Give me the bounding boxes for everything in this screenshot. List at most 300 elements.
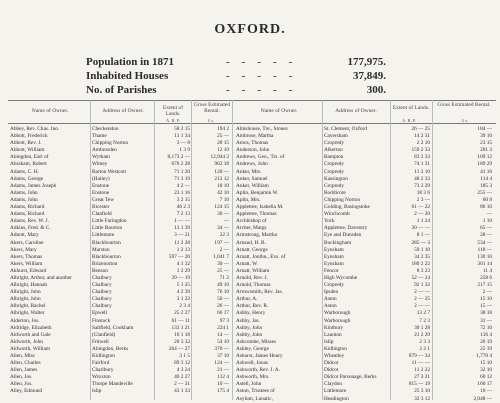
land-extent: 71 3 19: [174, 175, 190, 182]
owner-name: Ashby, Henry: [236, 310, 266, 317]
owner-name: Alley, Edmund: [10, 388, 43, 395]
gross-rental: 109 12: [477, 154, 492, 161]
owner-name: Albright, Walter: [10, 310, 45, 317]
owner-name: Ashley, George: [236, 345, 269, 352]
land-extent: 92 1 32: [414, 282, 430, 289]
owner-name: Abbott, Frederick: [10, 133, 48, 140]
gross-rental: 160 17: [477, 381, 492, 388]
owner-address: Blackbourton: [92, 239, 121, 246]
owner-name: Akers, Caroline: [10, 239, 44, 246]
land-extent: 676 2 28: [171, 161, 190, 168]
owner-address: (Clanfield): [92, 331, 116, 338]
land-extent: 11 2 10: [414, 168, 430, 175]
owner-address: Boddicote: [324, 189, 346, 196]
owner-name: Abbott, Rev. J.: [10, 140, 42, 147]
land-extent: 3 1 5: [179, 353, 190, 359]
land-extent: 8 3 23: [416, 267, 430, 274]
owner-address: Kassington: [324, 175, 348, 182]
land-extent: 14 2 31: [414, 133, 430, 140]
owner-name: Allen, Jos.: [10, 381, 33, 388]
gross-rental: 130 10: [477, 253, 492, 260]
land-extent: 59 1 10: [414, 246, 430, 253]
land-extent: 2 — —: [414, 303, 430, 310]
header-owner-right: Name of Owner.: [260, 108, 298, 114]
owner-name: Albright, John: [10, 289, 41, 296]
table-row: [0, 176, 500, 183]
owner-address: Islip: [324, 338, 334, 345]
owner-address: Cropredy: [324, 140, 345, 147]
owner-address: Marston: [92, 246, 110, 253]
owner-name: Adnutt, Mary: [10, 232, 39, 239]
land-extent: 264 — 27: [168, 345, 190, 352]
gross-rental: 120 —: [214, 168, 229, 175]
gross-rental: 37 10: [217, 353, 229, 359]
owner-name: Amos, Thomas: [236, 140, 269, 147]
owner-address: Appletree, Daventry: [324, 225, 368, 232]
rental-units-right: £ s.: [462, 118, 469, 123]
land-extent: 39 — 19: [171, 274, 190, 281]
owner-address: Ipsden: [324, 289, 339, 296]
table-row: [0, 240, 500, 247]
land-extent: 58 2 15: [174, 126, 190, 132]
owner-name: Ashwell, Jonas: [236, 360, 269, 367]
gross-rental: 97 3: [219, 317, 229, 324]
table-row: [0, 232, 500, 239]
owner-address: Clanfield: [92, 211, 112, 218]
owner-name: Arthur, A.: [236, 296, 258, 303]
table-row: [0, 332, 500, 339]
gross-rental: 10 —: [480, 388, 492, 395]
owner-name: Adams, Richard: [10, 204, 45, 211]
owner-name: Arnold, Thomas: [236, 282, 271, 289]
land-extent: 879 — 34: [408, 353, 430, 359]
owner-name: Adams, John: [10, 189, 38, 196]
gross-rental: 25 —: [217, 267, 229, 274]
land-extent: 20 3 32: [174, 338, 190, 345]
owner-address: Eynsham: [324, 246, 344, 253]
land-extent: 52 — 24: [411, 274, 430, 281]
table-row: [0, 247, 500, 254]
land-extent: 30 — —: [411, 225, 430, 232]
gross-rental: —: [223, 218, 229, 225]
gross-rental: 194 2: [217, 126, 229, 132]
table-row: [0, 268, 500, 275]
owner-name: Aldworth and Gale: [10, 331, 51, 338]
owner-name: Adams, Richard: [10, 211, 45, 218]
gross-rental: 25 —: [217, 133, 229, 140]
table-row: [0, 254, 500, 261]
gross-rental: 1,770 4: [476, 353, 492, 359]
gross-rental: 23 15: [480, 140, 492, 147]
land-extent: 25 2 27: [174, 310, 190, 317]
gross-rental: 65 —: [480, 225, 492, 232]
owner-name: Abraham, Robert: [10, 161, 47, 168]
table-row: [0, 154, 500, 161]
owner-address: Charlbury: [92, 367, 114, 374]
owner-address: Wytham: [92, 154, 110, 161]
land-extent: 25 3 10: [414, 388, 430, 395]
owner-name: Ashby, John: [236, 324, 263, 331]
land-extent: 48 2 33: [414, 175, 430, 182]
owner-name: Albright, Hannah: [10, 282, 48, 289]
gross-rental: 258 6: [480, 274, 492, 281]
owner-address: Witney: [92, 161, 108, 168]
table-header: [0, 100, 500, 122]
land-extent: 21 2 29: [414, 331, 430, 338]
owner-name: Almshouse, Tre., Stones: [236, 126, 288, 132]
land-extent: 18 3 6: [416, 189, 430, 196]
owner-name: Akers, Mary: [10, 246, 37, 253]
owner-name: Astell, John: [236, 381, 262, 388]
owner-name: Arnatt, William: [236, 267, 270, 274]
owner-name: Alderton, Jos.: [10, 317, 40, 324]
owner-address: Caversham: [324, 133, 348, 140]
land-extent: 159 2 33: [411, 147, 430, 154]
owner-address: Wheatley: [324, 353, 345, 359]
land-extent: 74 1 31: [414, 161, 430, 168]
stat-label: Population in 1871: [86, 56, 175, 68]
land-extent: 3 — 21: [174, 232, 190, 239]
land-extent: 7 2 3: [419, 317, 430, 324]
extent-units-right: A. R. P.: [402, 118, 416, 123]
gross-rental: 54 10: [217, 338, 229, 345]
land-extent: 11 2 22: [414, 367, 430, 374]
owner-address: Barton Westcott: [92, 168, 127, 175]
owner-name: Adams, Rev. W. J.: [10, 218, 49, 225]
gross-rental: 189 29: [477, 161, 492, 168]
stat-label: Inhabited Houses: [86, 70, 169, 82]
land-extent: 2 — 25: [414, 296, 430, 303]
gross-rental: 20 19: [480, 338, 492, 345]
owner-address: Cropredy: [324, 161, 345, 168]
owner-address: Chalbury: [92, 289, 112, 296]
owner-address: Fritwell: [92, 338, 109, 345]
owner-address: Golding, Basingstoke: [324, 204, 370, 211]
gross-rental: 114 4: [480, 175, 492, 182]
owner-address: York: [324, 218, 335, 225]
land-extent: 89 3 12: [174, 360, 190, 367]
owner-address: Didcot Parsonage, Berks: [324, 374, 377, 381]
land-extent: 1 2 29: [176, 267, 190, 274]
table-row: [0, 353, 500, 360]
owner-address: Kidlington: [324, 345, 347, 352]
owner-address: Cropredy: [324, 182, 345, 189]
land-extent: 7 2 13: [176, 211, 190, 218]
owner-name: Arnatt, W.: [236, 260, 258, 267]
gross-rental: 10 10: [217, 182, 229, 189]
table-row: [0, 310, 500, 317]
owner-address: Littlemore: [92, 232, 115, 239]
stat-parishes: No. of Parishes ----- 300.: [86, 84, 386, 96]
land-extent: 2 2 10: [416, 140, 430, 147]
gross-rental: 15 10: [480, 360, 492, 367]
gross-rental: 7 10: [219, 196, 229, 203]
gross-rental: 2 —: [219, 246, 229, 253]
land-extent: 4 1 32: [176, 260, 190, 267]
owner-address: High Wycombe: [324, 274, 358, 281]
table-row: [0, 360, 500, 367]
owner-name: Archbishop of: [236, 218, 267, 225]
owner-name: Ashby, Jas.: [236, 317, 260, 324]
land-extent: 34 2 35: [414, 253, 430, 260]
land-extent: 133 1 21: [171, 324, 190, 331]
land-extent: 3 1 22: [176, 296, 190, 303]
owner-name: Anker, Samuel: [236, 175, 268, 182]
land-extent: 26 — 25: [411, 126, 430, 132]
land-extent: 1 3 9: [179, 147, 190, 154]
table-row: [0, 211, 500, 218]
county-title: OXFORD.: [214, 22, 286, 37]
owner-name: Arrowsmith, Rev. Jas.: [236, 289, 283, 296]
table-row: [0, 388, 500, 395]
owner-name: Akers, William: [10, 260, 43, 267]
gross-rental: 370 —: [214, 345, 229, 352]
owner-name: Andrews, John: [236, 161, 268, 168]
gross-rental: 255 —: [477, 189, 492, 196]
owner-address: Enstone: [92, 189, 110, 196]
owner-name: Arnold, Rev. J.: [236, 274, 268, 281]
header-address: Address of Owner.: [102, 108, 144, 114]
owner-address: Cropredy: [324, 282, 345, 289]
gross-rental: —: [486, 211, 492, 218]
gross-rental: 21 —: [217, 367, 229, 374]
owner-address: Enstone: [92, 182, 110, 189]
gross-rental: 72 10: [480, 324, 492, 331]
table-row: [0, 374, 500, 381]
gross-rental: 22 3: [219, 232, 229, 239]
owner-address: Launton: [324, 331, 342, 338]
land-extent: 180 2 22: [411, 260, 430, 267]
owner-name: Anker, Mrs.: [236, 168, 262, 175]
header-extent-right: Extent of Lands.: [392, 105, 430, 111]
owner-address: Little Faringdon: [92, 218, 127, 225]
owner-address: Saltfield, Cookham: [92, 324, 134, 331]
land-extent: 8,173 2 —: [167, 154, 190, 161]
owner-name: Archer, Margt.: [236, 225, 268, 232]
stat-label: No. of Parishes: [86, 84, 157, 96]
table-header-rule: [8, 123, 496, 124]
table-row: [0, 275, 500, 282]
owner-name: Akhurst, Edward: [10, 267, 47, 274]
land-extent: 5 1 25: [176, 282, 190, 289]
table-row: [0, 367, 500, 374]
gross-rental: 38 18: [480, 310, 492, 317]
owner-address: Checkendon: [92, 126, 119, 132]
owner-name: Abbott, William: [10, 147, 45, 154]
owner-name: Abingdon, Earl of: [10, 154, 49, 161]
owner-address: Aston: [324, 296, 337, 303]
gross-rental: 50 —: [217, 296, 229, 303]
owner-address: Claydon: [324, 381, 342, 388]
table-row: [0, 339, 500, 346]
gross-rental: 26 —: [217, 303, 229, 310]
owner-name: Albright, John: [10, 296, 41, 303]
gross-rental: 12 10: [217, 147, 229, 154]
owner-address: Chalbury: [92, 274, 112, 281]
owner-name: Allen, Miss: [10, 353, 35, 359]
owner-name: Aldridge, Elizabeth: [10, 324, 52, 331]
owner-address: Great Tew: [92, 196, 115, 203]
land-extent: 2 — 31: [174, 381, 190, 388]
gross-rental: 31 —: [480, 317, 492, 324]
owner-address: Didcot: [324, 367, 339, 374]
land-extent: 815 — 19: [408, 381, 430, 388]
gross-rental: 25 19: [480, 345, 492, 352]
stat-value: 177,975.: [347, 56, 386, 68]
land-extent: 11 — —: [411, 360, 430, 367]
land-extent: 13 2 7: [416, 310, 430, 317]
owner-address: Fairford: [92, 360, 110, 367]
land-extent: 71 1 20: [174, 168, 190, 175]
land-extent: 2 3 —: [416, 196, 430, 203]
owner-address: Warborough: [324, 310, 351, 317]
gross-rental: 301 14: [477, 260, 492, 267]
gross-rental: 124 —: [214, 360, 229, 367]
table-row: [0, 147, 500, 154]
header-rental: Gross Estimated Rental.: [193, 102, 231, 114]
land-extent: 43 1 33: [174, 388, 190, 395]
header-rental-right: Gross Estimated Rental.: [437, 102, 491, 108]
owner-name: Abbey, Rev. Chas. Jno.: [10, 126, 60, 132]
owner-address: (Hailey): [92, 175, 110, 182]
owner-address: Thorpe Mandeville: [92, 381, 133, 388]
owner-address: Littlemore: [324, 388, 347, 395]
owner-name: Asylum, Lunatic,: [236, 395, 273, 402]
land-extent: 32 3 12: [414, 395, 430, 402]
owner-name: Ashcombe, Misses: [236, 338, 277, 345]
owner-name: Arthur, Rev. R.: [236, 303, 269, 310]
header-owner: Name of Owner.: [31, 108, 69, 114]
stat-houses: Inhabited Houses ----- 37,849.: [86, 70, 386, 82]
owner-name: Allen, Charles: [10, 360, 41, 367]
owner-name: Aldworth, William: [10, 345, 51, 352]
owner-name: Ashworth, Mrs.: [236, 374, 270, 381]
table-row: [0, 140, 500, 147]
table-row: [0, 289, 500, 296]
gross-rental: 2,048 —: [473, 395, 492, 402]
owner-address: Chipping Norton: [92, 140, 129, 147]
land-extent: 4 2 —: [176, 182, 190, 189]
table-row: [0, 282, 500, 289]
gross-rental: 201 3: [480, 147, 492, 154]
rental-units: £ s.: [208, 118, 215, 123]
gross-rental: 71 2: [219, 274, 229, 281]
gross-rental: 49 10: [217, 282, 229, 289]
land-extent: 1 1 24: [416, 218, 430, 225]
land-extent: 2 3 4: [179, 303, 190, 310]
land-extent: 597 — 20: [168, 253, 190, 260]
owner-address: St. Clement, Oxford: [324, 126, 367, 132]
stat-value: 37,849.: [353, 70, 386, 82]
owner-address: Chipping Norton: [324, 196, 361, 203]
land-extent: 61 — 11: [171, 317, 190, 324]
owner-address: Headington: [324, 395, 349, 402]
gross-rental: 76 10: [217, 289, 229, 296]
land-extent: 8 1 —: [416, 232, 430, 239]
table-row: [0, 161, 500, 168]
table-row: [0, 318, 500, 325]
owner-name: Arnaud, H. B.: [236, 239, 266, 246]
owner-address: Eynsham: [324, 253, 344, 260]
gross-rental: 15 —: [480, 303, 492, 310]
table-row: [0, 346, 500, 353]
gross-rental: 42 10: [217, 189, 229, 196]
gross-rental: 30 —: [217, 260, 229, 267]
owner-name: Aston, Trustees of: [236, 388, 275, 395]
owner-address: Aston: [324, 303, 337, 310]
owner-name: Andrews, Geo., Trs. of: [236, 154, 285, 161]
owner-address: Didcot: [324, 360, 339, 367]
table-row: [0, 325, 500, 332]
gross-rental: 32 10: [480, 367, 492, 374]
owner-address: Warborough: [324, 317, 351, 324]
owner-name: Ambrose, Martha: [236, 133, 274, 140]
land-extent: 10 1 18: [174, 331, 190, 338]
owner-name: Adams, James Joseph: [10, 182, 57, 189]
gross-rental: 184 —: [477, 126, 492, 132]
land-extent: 27 3 21: [414, 374, 430, 381]
gross-rental: 2 —: [482, 289, 492, 296]
gross-rental: 86 10: [480, 204, 492, 211]
gross-rental: 197 —: [214, 239, 229, 246]
owner-name: Albright, Arthur, and another: [10, 274, 72, 281]
owner-address: Cropredy: [324, 168, 345, 175]
owner-name: Adkins, Fred. & C.: [10, 225, 51, 232]
owner-name: Adams, C. H.: [10, 168, 39, 175]
owner-name: Akers, Thomas: [10, 253, 43, 260]
land-extent: 2 3 3: [419, 338, 430, 345]
gross-rental: 12,944 2: [210, 154, 229, 161]
owner-address: Kidlington: [92, 353, 115, 359]
owner-name: Appletree, Thomas: [236, 211, 277, 218]
owner-address: Epwell: [92, 310, 108, 317]
owner-name: Aldworth, John: [10, 338, 43, 345]
gross-rental: 112 4: [217, 374, 229, 381]
land-extent: 2 2 1: [419, 345, 430, 352]
land-extent: 13 1 39: [174, 225, 190, 232]
table-row: [0, 183, 500, 190]
owner-name: Ashworth, Rev. J. A.: [236, 367, 280, 374]
owner-name: Appletree, Isabella M.: [236, 204, 284, 211]
gross-rental: 224 1: [217, 324, 229, 331]
owner-address: Wroxton: [92, 374, 111, 381]
owner-name: Ashby, John: [236, 331, 263, 338]
gross-rental: 124 15: [214, 204, 229, 211]
owner-address: Bicester: [92, 204, 110, 211]
owner-name: Arnatt, George: [236, 246, 268, 253]
land-extent: 83 2 33: [414, 154, 430, 161]
table-row: [0, 218, 500, 225]
gross-rental: 185 3: [480, 182, 492, 189]
owner-address: Chalbury: [92, 303, 112, 310]
gross-rental: 41 16: [480, 168, 492, 175]
gross-rental: 34 —: [217, 225, 229, 232]
owner-address: Chalbury: [92, 282, 112, 289]
owner-address: Finstock: [92, 317, 111, 324]
owner-address: Winchcomb: [324, 211, 350, 218]
table-row: [0, 126, 500, 133]
header-extent: Extent of Lands.: [162, 105, 184, 117]
gross-rental: 116 4: [480, 331, 492, 338]
table-row: [0, 204, 500, 211]
owner-name: Albright, Rachel: [10, 303, 46, 310]
owner-address: Alkerton: [324, 147, 343, 154]
owner-address: Eynsham: [324, 260, 344, 267]
table-row: [0, 261, 500, 268]
land-extent: 30 1 28: [414, 324, 430, 331]
owner-address: Chalbury: [92, 296, 112, 303]
land-extent: 2 — —: [414, 289, 430, 296]
